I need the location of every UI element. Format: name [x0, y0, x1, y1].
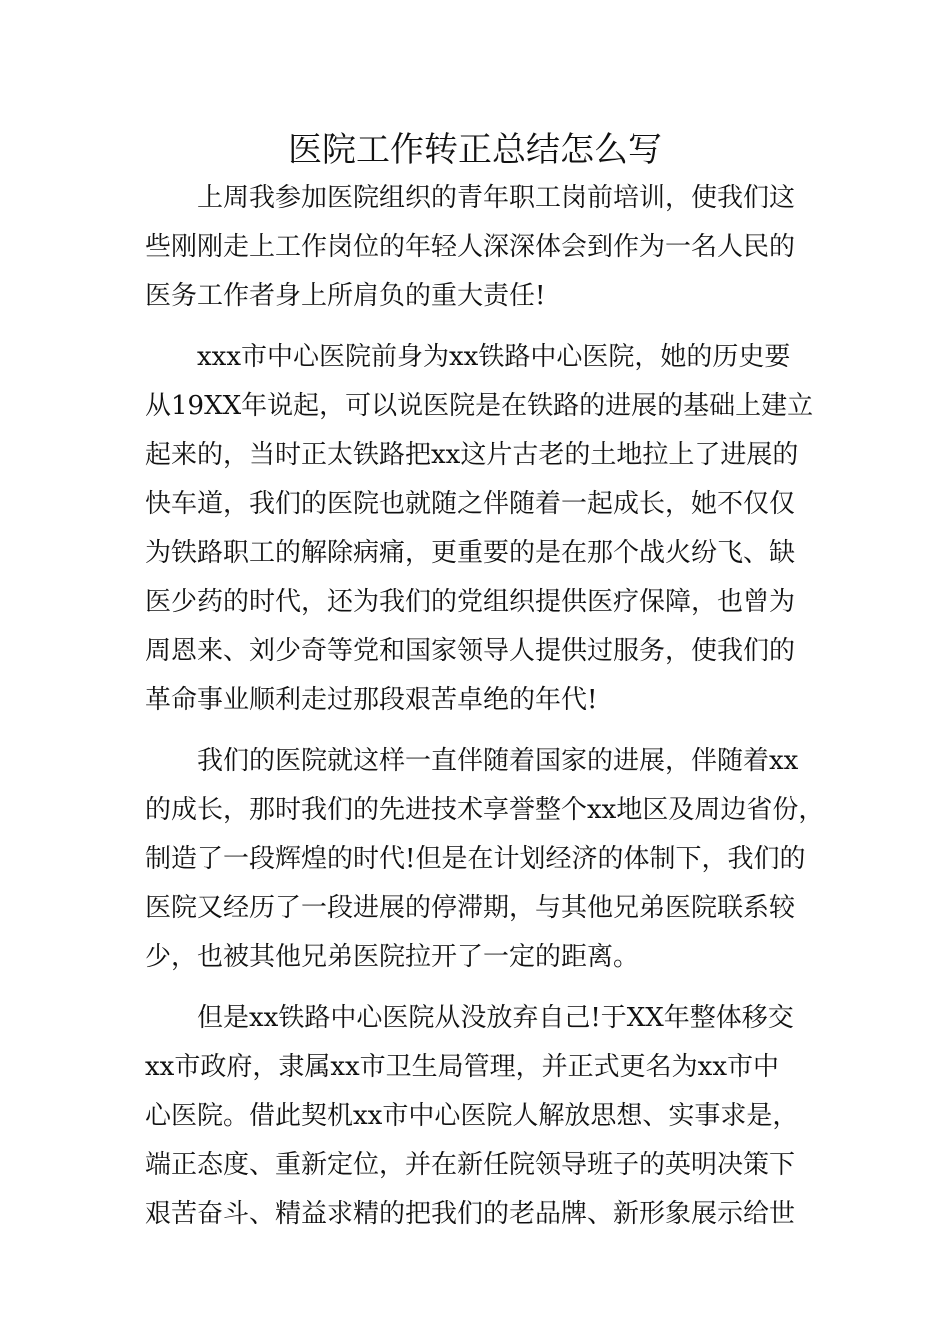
- text-line: 从19XX年说起，可以说医院是在铁路的进展的基础上建立: [145, 391, 814, 421]
- text-line: 少，也被其他兄弟医院拉开了一定的距离。: [145, 942, 640, 972]
- text-line: 制造了一段辉煌的时代!但是在计划经济的体制下，我们的: [145, 844, 806, 874]
- text-line: xxx市中心医院前身为xx铁路中心医院，她的历史要: [197, 342, 791, 372]
- text-line: 艰苦奋斗、精益求精的把我们的老品牌、新形象展示给世: [145, 1199, 796, 1229]
- paragraph: [145, 737, 825, 982]
- text-line: 心医院。借此契机xx市中心医院人解放思想、实事求是，: [145, 1101, 799, 1131]
- text-line: 周恩来、刘少奇等党和国家领导人提供过服务，使我们的: [145, 636, 796, 666]
- text-line: 医院又经历了一段进展的停滞期，与其他兄弟医院联系较: [145, 893, 796, 923]
- text-line: 革命事业顺利走过那段艰苦卓绝的年代!: [145, 685, 598, 715]
- document-title: 医院工作转正总结怎么写: [288, 130, 662, 170]
- text-line: 医少药的时代，还为我们的党组织提供医疗保障，也曾为: [145, 587, 796, 617]
- paragraph: [145, 174, 825, 321]
- text-line: 为铁路职工的解除病痛，更重要的是在那个战火纷飞、缺: [145, 538, 796, 568]
- text-line: 我们的医院就这样一直伴随着国家的进展，伴随着xx: [197, 746, 799, 776]
- paragraph: [145, 994, 825, 1239]
- document-body: [145, 174, 825, 1251]
- text-line: 些刚刚走上工作岗位的年轻人深深体会到作为一名人民的: [145, 232, 796, 262]
- text-line: xx市政府，隶属xx市卫生局管理，并正式更名为xx市中: [145, 1052, 779, 1082]
- text-line: 但是xx铁路中心医院从没放弃自己!于XX年整体移交: [197, 1003, 794, 1033]
- text-line: 上周我参加医院组织的青年职工岗前培训，使我们这: [197, 183, 796, 213]
- text-line: 快车道，我们的医院也就随之伴随着一起成长，她不仅仅: [145, 489, 796, 519]
- text-line: 端正态度、重新定位，并在新任院领导班子的英明决策下: [145, 1150, 796, 1180]
- paragraph: [145, 333, 825, 725]
- text-line: 起来的，当时正太铁路把xx这片古老的土地拉上了进展的: [145, 440, 799, 470]
- text-line: 的成长，那时我们的先进技术享誉整个xx地区及周边省份，: [145, 795, 825, 825]
- text-line: 医务工作者身上所肩负的重大责任!: [145, 281, 546, 311]
